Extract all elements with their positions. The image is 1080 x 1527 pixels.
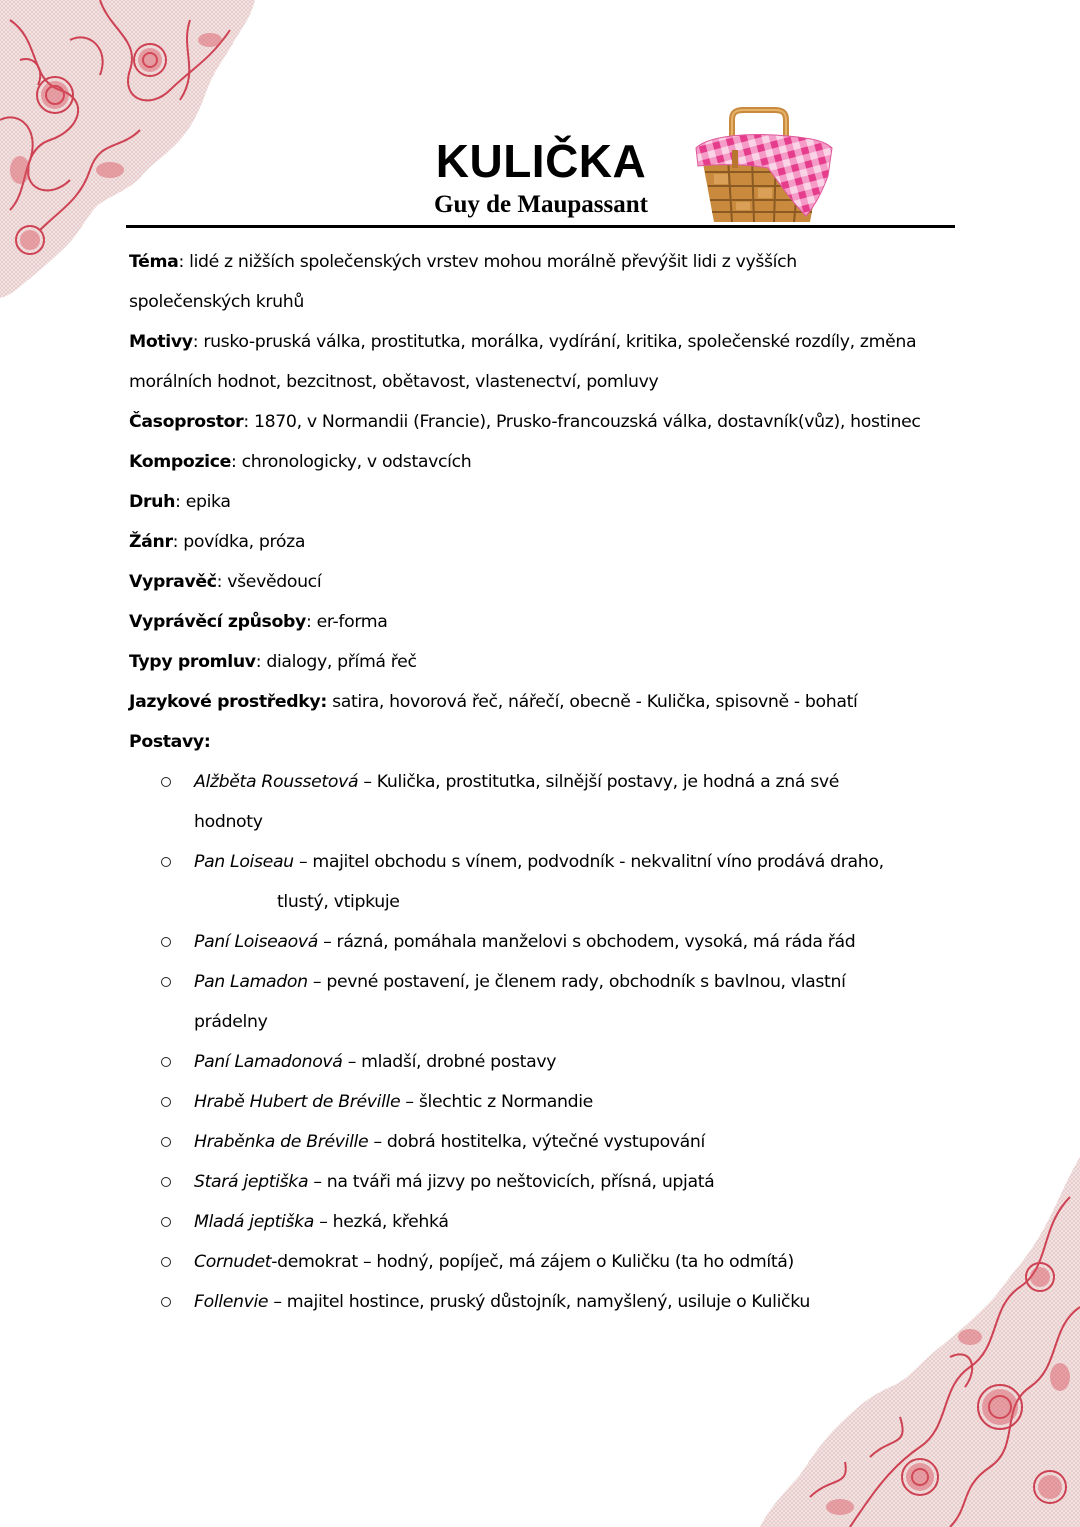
character-name: Paní Loiseaová: [194, 932, 318, 952]
field-value: 1870, v Normandii (Francie), Prusko-francouzská válka, dostavník(vůz), hostinec: [248, 412, 921, 432]
circle-bullet-icon: [161, 857, 171, 867]
list-item: [129, 1282, 959, 1322]
field-value: lidé z nižších společenských vrstev mohou morálně převýšit lidi z vyšších: [183, 252, 797, 272]
field-vypravecí-zpusoby: [129, 602, 959, 642]
field-separator: :: [231, 452, 237, 472]
circle-bullet-icon: [161, 777, 171, 787]
field-label: Téma: [129, 252, 179, 272]
character-description: – hezká, křehká: [314, 1212, 449, 1232]
list-item: [129, 1082, 959, 1122]
header-divider: [126, 225, 955, 228]
field-label: Typy promluv: [129, 652, 256, 672]
character-description: -demokrat – hodný, popíječ, má zájem o Kuličku (ta ho odmítá): [271, 1252, 794, 1272]
field-value: epika: [180, 492, 231, 512]
field-value: vševědoucí: [222, 572, 322, 592]
field-label: Kompozice: [129, 452, 232, 472]
character-name: Follenvie: [194, 1292, 269, 1312]
character-name: Hrabě Hubert de Bréville: [194, 1092, 401, 1112]
field-separator: :: [305, 612, 312, 632]
circle-bullet-icon: [161, 1297, 171, 1307]
field-label: Vyprávěcí způsoby: [129, 612, 306, 632]
character-name: Cornudet: [194, 1252, 272, 1272]
characters-heading: Postavy:: [129, 732, 211, 752]
list-item: [129, 922, 959, 962]
list-item: [129, 1122, 959, 1162]
circle-bullet-icon: [161, 1057, 171, 1067]
field-separator: :: [175, 492, 181, 512]
character-description: – majitel hostince, pruský důstojník, namyšlený, usiluje o Kuličku: [268, 1292, 810, 1312]
list-item: [129, 762, 959, 842]
field-label: Druh: [129, 492, 176, 512]
list-item: [129, 842, 959, 922]
field-separator: :: [255, 652, 262, 672]
circle-bullet-icon: [161, 1257, 171, 1267]
list-item: [129, 962, 959, 1042]
character-description: – rázná, pomáhala manželovi s obchodem, vysoká, má ráda řád: [317, 932, 856, 952]
field-value: chronologicky, v odstavcích: [236, 452, 472, 472]
field-label: Motivy: [129, 332, 193, 352]
character-name: Paní Lamadonová: [194, 1052, 343, 1072]
circle-bullet-icon: [161, 1137, 171, 1147]
field-kompozice: [129, 442, 959, 482]
field-value: er-forma: [311, 612, 388, 632]
field-motivy: [129, 322, 959, 402]
field-label: Jazykové prostředky:: [129, 692, 327, 712]
picnic-basket-icon: [688, 106, 836, 226]
field-vypravec: [129, 562, 959, 602]
field-zanr: [129, 522, 959, 562]
field-value: rusko-pruská válka, prostitutka, morálka, vydírání, kritika, společenské rozdíly, změna: [198, 332, 917, 352]
character-description-continued: tlustý, vtipkuje: [277, 892, 400, 912]
circle-bullet-icon: [161, 977, 171, 987]
field-separator: :: [243, 412, 249, 432]
character-name: Pan Loiseau: [194, 852, 294, 872]
character-name: Mladá jeptiška: [194, 1212, 315, 1232]
document-body: [129, 242, 959, 1322]
field-separator: :: [216, 572, 223, 592]
circle-bullet-icon: [161, 937, 171, 947]
field-separator: :: [192, 332, 199, 352]
field-jazykove-prostredky: [129, 682, 959, 722]
list-item: [129, 1242, 959, 1282]
field-label: Vypravěč: [129, 572, 217, 592]
character-name: Alžběta Roussetová: [194, 772, 359, 792]
field-typy-promluv: [129, 642, 959, 682]
field-label: Časoprostor: [129, 412, 244, 432]
field-druh: [129, 482, 959, 522]
circle-bullet-icon: [161, 1097, 171, 1107]
field-value: dialogy, přímá řeč: [261, 652, 417, 672]
character-description: – Kulička, prostitutka, silnější postavy, je hodná a zná své: [358, 772, 840, 792]
character-description: – šlechtic z Normandie: [400, 1092, 593, 1112]
field-label: Žánr: [129, 532, 173, 552]
character-name: Hraběnka de Bréville: [194, 1132, 369, 1152]
character-description-continued: hodnoty: [194, 812, 263, 832]
characters-list: [129, 762, 959, 1322]
circle-bullet-icon: [161, 1217, 171, 1227]
field-value: povídka, próza: [178, 532, 306, 552]
field-casoprostor: [129, 402, 959, 442]
field-value-continued: společenských kruhů: [129, 292, 304, 312]
field-value-continued: morálních hodnot, bezcitnost, obětavost, vlastenectví, pomluvy: [129, 372, 659, 392]
list-item: [129, 1162, 959, 1202]
character-description: – na tváři má jizvy po neštovicích, přísná, upjatá: [308, 1172, 715, 1192]
character-name: Stará jeptiška: [194, 1172, 309, 1192]
list-item: [129, 1042, 959, 1082]
circle-bullet-icon: [161, 1177, 171, 1187]
character-description-continued: prádelny: [194, 1012, 268, 1032]
list-item: [129, 1202, 959, 1242]
document-author: Guy de Maupassant: [434, 191, 648, 218]
character-description: – mladší, drobné postavy: [342, 1052, 557, 1072]
field-tema: [129, 242, 959, 322]
character-description: – dobrá hostitelka, výtečné vystupování: [368, 1132, 705, 1152]
character-description: – majitel obchodu s vínem, podvodník - nekvalitní víno prodává draho,: [293, 852, 884, 872]
field-separator: :: [178, 252, 184, 272]
character-name: Pan Lamadon: [194, 972, 308, 992]
field-value: satira, hovorová řeč, nářečí, obecně - Kulička, spisovně - bohatí: [326, 692, 858, 712]
character-description: – pevné postavení, je členem rady, obchodník s bavlnou, vlastní: [307, 972, 846, 992]
document-header: [126, 100, 956, 230]
field-separator: :: [172, 532, 179, 552]
document-title: KULIČKA: [435, 135, 647, 187]
